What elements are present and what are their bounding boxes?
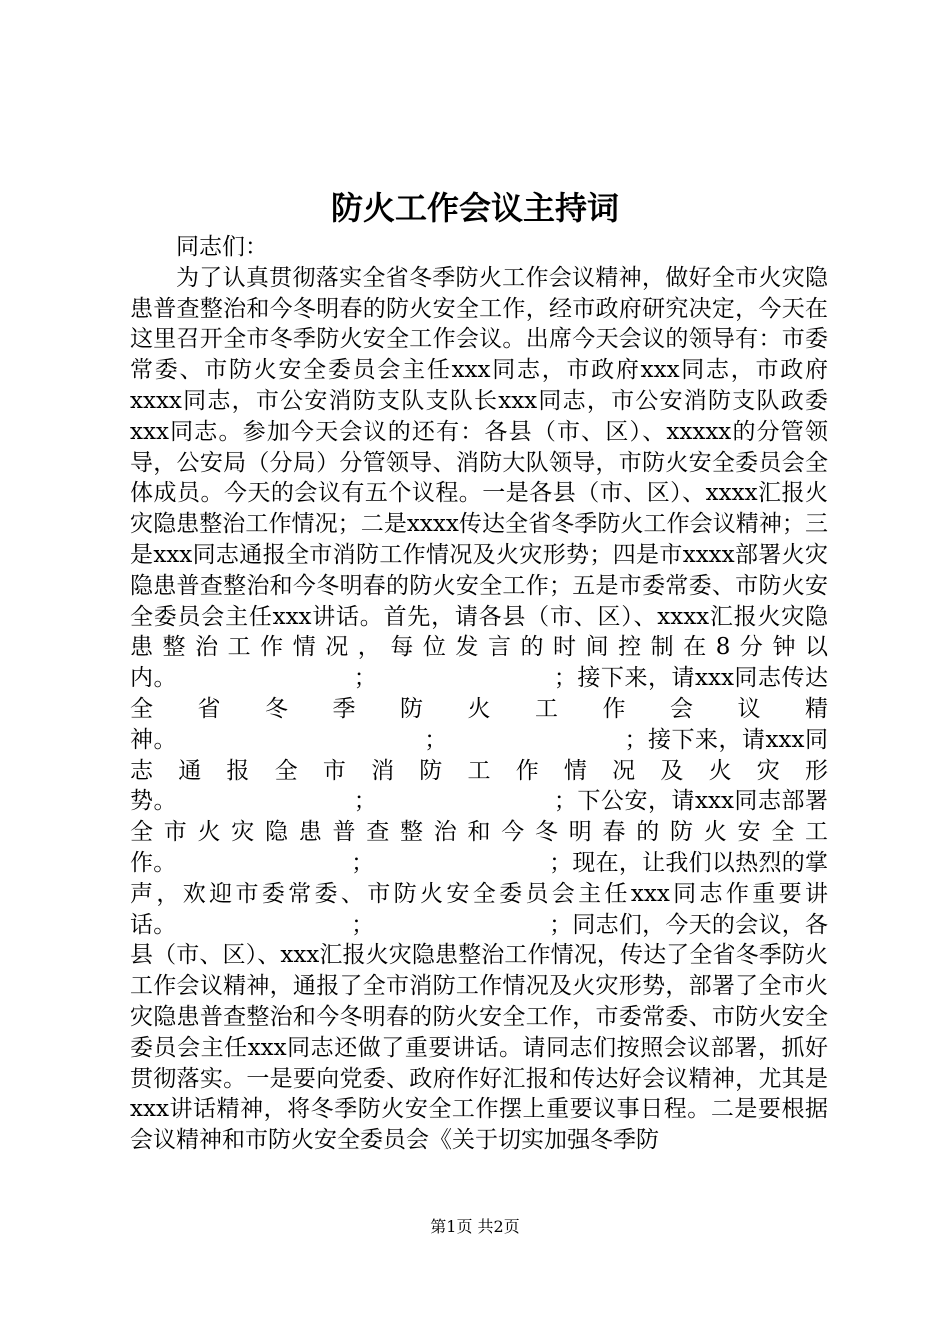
greeting-line: 同志们： xyxy=(176,234,268,260)
document-body xyxy=(130,232,828,1156)
body-paragraph: 为了认真贯彻落实全省冬季防火工作会议精神，做好全市火灾隐患普查整治和今冬明春的防火安全工作，经市政府研究决定，今天在这里召开全市冬季防火安全工作会议。出席今天会议的领导有：市委常委、市防火安全委员会主任xxx同志，市政府xxx同志，市政府xxxx同志，市公安消防支队支队长xxx同志，市公安消防支队政委xxx同志。参加今天会议的还有：各县（市、区）、xxxxx的分管领导，公安局（分局）分管领导、消防大队领导，市防火安全委员会全体成员。今天的会议有五个议程。一是各县（市、区）、xxxx汇报火灾隐患整治工作情况；二是xxxx传达全省冬季防火工作会议精神；三是xxx同志通报全市消防工作情况及火灾形势；四是市xxxx部署火灾隐患普查整治和今冬明春的防火安全工作；五是市委常委、市防火安全委员会主任xxx讲话。首先，请各县（市、区）、xxxx汇报火灾隐患整治工作情况，每位发言的时间控制在8分钟以内。 ； ；接下来，请xxx同志传达全省冬季防火工作会议精神。 ； ；接下来，请xxx同志通报全市消防工作情况及火灾形势。 ； ；下公安，请xxx同志部署全市火灾隐患普查整治和今冬明春的防火安全工作。 ； ；现在，让我们以热烈的掌声，欢迎市委常委、市防火安全委员会主任xxx同志作重要讲话。 ； ；同志们，今天的会议，各县（市、区）、xxx汇报火灾隐患整治工作情况，传达了全省冬季防火工作会议精神，通报了全市消防工作情况及火灾形势，部署了全市火灾隐患普查整治和今冬明春的防火安全工作，市委常委、市防火安全委员会主任xxx同志还做了重要讲话。请同志们按照会议部署，抓好贯彻落实。一是要向党委、政府作好汇报和传达好会议精神，尤其是xxx讲话精神，将冬季防火安全工作摆上重要议事日程。二是要根据会议精神和市防火安全委员会《关于切实加强冬季防 xyxy=(130,264,828,1154)
page-footer: 第1页 共2页 xyxy=(430,1217,520,1236)
document-title: 防火工作会议主持词 xyxy=(330,189,619,227)
